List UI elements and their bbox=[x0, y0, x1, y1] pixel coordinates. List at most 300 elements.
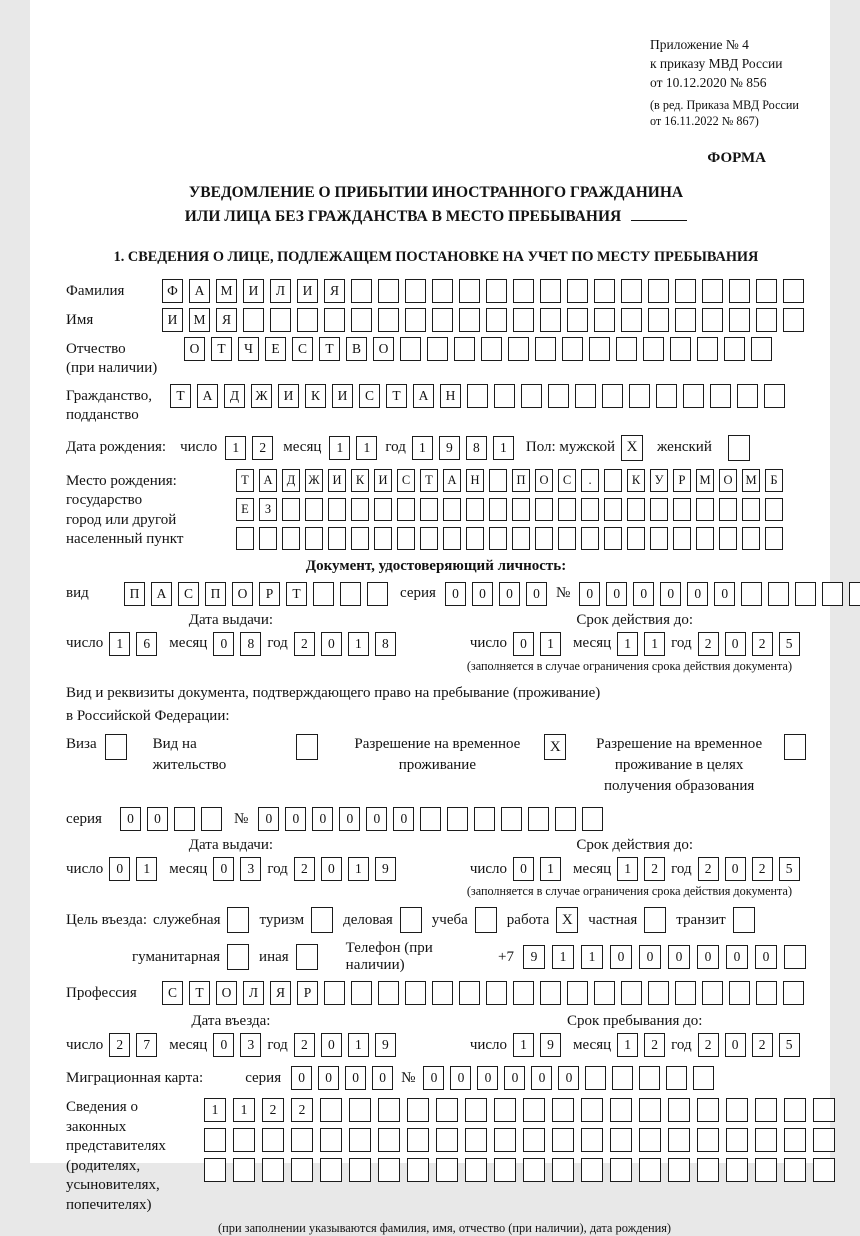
char-cell[interactable]: 0 bbox=[633, 582, 654, 606]
char-cell[interactable] bbox=[673, 527, 691, 550]
purpose-study-checkbox[interactable] bbox=[475, 907, 497, 933]
char-cell[interactable] bbox=[849, 582, 860, 606]
char-cell[interactable]: 0 bbox=[372, 1066, 393, 1090]
char-cell[interactable] bbox=[585, 1066, 606, 1090]
char-cell[interactable]: Ф bbox=[162, 279, 183, 303]
char-cell[interactable] bbox=[639, 1128, 661, 1152]
char-cell[interactable]: А bbox=[151, 582, 172, 606]
char-cell[interactable] bbox=[233, 1158, 255, 1182]
char-cell[interactable] bbox=[459, 981, 480, 1005]
char-cell[interactable]: Л bbox=[243, 981, 264, 1005]
char-cell[interactable]: А bbox=[443, 469, 461, 492]
char-cell[interactable] bbox=[320, 1128, 342, 1152]
char-cell[interactable]: Т bbox=[189, 981, 210, 1005]
char-cell[interactable]: 6 bbox=[136, 632, 157, 656]
char-cell[interactable] bbox=[648, 279, 669, 303]
purpose-tourism-checkbox[interactable] bbox=[311, 907, 333, 933]
char-cell[interactable]: П bbox=[124, 582, 145, 606]
char-cell[interactable] bbox=[466, 498, 484, 521]
char-cell[interactable] bbox=[465, 1098, 487, 1122]
char-cell[interactable] bbox=[552, 1158, 574, 1182]
char-cell[interactable] bbox=[378, 1128, 400, 1152]
char-cell[interactable] bbox=[697, 1098, 719, 1122]
sex-male-checkbox[interactable]: X bbox=[621, 435, 643, 461]
char-cell[interactable]: 1 bbox=[348, 1033, 369, 1057]
purpose-humanitarian-checkbox[interactable] bbox=[227, 944, 249, 970]
char-cell[interactable]: 1 bbox=[540, 632, 561, 656]
char-cell[interactable] bbox=[621, 981, 642, 1005]
char-cell[interactable]: 0 bbox=[526, 582, 547, 606]
char-cell[interactable] bbox=[262, 1128, 284, 1152]
char-cell[interactable] bbox=[784, 1098, 806, 1122]
char-cell[interactable] bbox=[494, 1158, 516, 1182]
char-cell[interactable] bbox=[648, 981, 669, 1005]
char-cell[interactable]: 0 bbox=[366, 807, 387, 831]
char-cell[interactable] bbox=[726, 1098, 748, 1122]
char-cell[interactable] bbox=[313, 582, 334, 606]
char-cell[interactable]: М bbox=[742, 469, 760, 492]
char-cell[interactable] bbox=[610, 1098, 632, 1122]
char-cell[interactable] bbox=[508, 337, 529, 361]
char-cell[interactable] bbox=[675, 308, 696, 332]
char-cell[interactable]: 0 bbox=[725, 1033, 746, 1057]
char-cell[interactable] bbox=[581, 1128, 603, 1152]
char-cell[interactable] bbox=[639, 1158, 661, 1182]
char-cell[interactable]: Т bbox=[386, 384, 407, 408]
char-cell[interactable] bbox=[594, 279, 615, 303]
char-cell[interactable] bbox=[204, 1158, 226, 1182]
char-cell[interactable]: Р bbox=[297, 981, 318, 1005]
char-cell[interactable] bbox=[621, 279, 642, 303]
char-cell[interactable]: 2 bbox=[291, 1098, 313, 1122]
char-cell[interactable] bbox=[233, 1128, 255, 1152]
char-cell[interactable] bbox=[328, 527, 346, 550]
char-cell[interactable]: А bbox=[189, 279, 210, 303]
char-cell[interactable]: 0 bbox=[714, 582, 735, 606]
char-cell[interactable] bbox=[378, 279, 399, 303]
char-cell[interactable] bbox=[535, 337, 556, 361]
char-cell[interactable] bbox=[643, 337, 664, 361]
char-cell[interactable] bbox=[282, 498, 300, 521]
char-cell[interactable] bbox=[548, 384, 569, 408]
char-cell[interactable] bbox=[670, 337, 691, 361]
char-cell[interactable] bbox=[696, 527, 714, 550]
char-cell[interactable]: 1 bbox=[348, 857, 369, 881]
char-cell[interactable] bbox=[481, 337, 502, 361]
char-cell[interactable] bbox=[523, 1098, 545, 1122]
char-cell[interactable] bbox=[697, 337, 718, 361]
temp-residence-education-checkbox[interactable] bbox=[784, 734, 806, 760]
char-cell[interactable] bbox=[420, 498, 438, 521]
char-cell[interactable]: 1 bbox=[513, 1033, 534, 1057]
char-cell[interactable]: Л bbox=[270, 279, 291, 303]
char-cell[interactable] bbox=[755, 1158, 777, 1182]
char-cell[interactable] bbox=[540, 308, 561, 332]
char-cell[interactable]: П bbox=[512, 469, 530, 492]
char-cell[interactable] bbox=[523, 1128, 545, 1152]
char-cell[interactable]: К bbox=[305, 384, 326, 408]
char-cell[interactable] bbox=[719, 498, 737, 521]
char-cell[interactable]: 0 bbox=[450, 1066, 471, 1090]
char-cell[interactable]: 5 bbox=[779, 632, 800, 656]
char-cell[interactable] bbox=[567, 279, 588, 303]
char-cell[interactable]: 0 bbox=[291, 1066, 312, 1090]
char-cell[interactable] bbox=[783, 981, 804, 1005]
char-cell[interactable] bbox=[305, 498, 323, 521]
char-cell[interactable]: 0 bbox=[321, 632, 342, 656]
char-cell[interactable] bbox=[305, 527, 323, 550]
purpose-private-checkbox[interactable] bbox=[644, 907, 666, 933]
char-cell[interactable] bbox=[567, 981, 588, 1005]
char-cell[interactable]: 9 bbox=[523, 945, 545, 969]
char-cell[interactable]: З bbox=[259, 498, 277, 521]
char-cell[interactable] bbox=[610, 1128, 632, 1152]
char-cell[interactable]: 0 bbox=[321, 1033, 342, 1057]
char-cell[interactable]: К bbox=[351, 469, 369, 492]
char-cell[interactable] bbox=[367, 582, 388, 606]
char-cell[interactable]: 0 bbox=[472, 582, 493, 606]
char-cell[interactable]: 0 bbox=[513, 632, 534, 656]
char-cell[interactable]: Я bbox=[216, 308, 237, 332]
char-cell[interactable] bbox=[696, 498, 714, 521]
char-cell[interactable] bbox=[604, 469, 622, 492]
char-cell[interactable] bbox=[697, 1128, 719, 1152]
char-cell[interactable]: 8 bbox=[375, 632, 396, 656]
char-cell[interactable]: 0 bbox=[610, 945, 632, 969]
char-cell[interactable]: 0 bbox=[558, 1066, 579, 1090]
char-cell[interactable] bbox=[726, 1128, 748, 1152]
char-cell[interactable] bbox=[349, 1158, 371, 1182]
char-cell[interactable]: 0 bbox=[755, 945, 777, 969]
char-cell[interactable]: 0 bbox=[606, 582, 627, 606]
char-cell[interactable]: Б bbox=[765, 469, 783, 492]
char-cell[interactable] bbox=[443, 498, 461, 521]
char-cell[interactable] bbox=[351, 981, 372, 1005]
char-cell[interactable]: Р bbox=[673, 469, 691, 492]
char-cell[interactable] bbox=[683, 384, 704, 408]
char-cell[interactable]: 0 bbox=[477, 1066, 498, 1090]
char-cell[interactable]: Я bbox=[270, 981, 291, 1005]
char-cell[interactable] bbox=[528, 807, 549, 831]
char-cell[interactable]: 1 bbox=[581, 945, 603, 969]
char-cell[interactable]: 0 bbox=[725, 632, 746, 656]
residence-permit-checkbox[interactable] bbox=[296, 734, 318, 760]
char-cell[interactable] bbox=[262, 1158, 284, 1182]
char-cell[interactable] bbox=[783, 279, 804, 303]
char-cell[interactable]: 0 bbox=[445, 582, 466, 606]
char-cell[interactable] bbox=[397, 527, 415, 550]
char-cell[interactable]: 8 bbox=[466, 436, 487, 460]
char-cell[interactable] bbox=[582, 807, 603, 831]
char-cell[interactable]: 1 bbox=[348, 632, 369, 656]
char-cell[interactable] bbox=[719, 527, 737, 550]
char-cell[interactable] bbox=[756, 308, 777, 332]
char-cell[interactable]: 5 bbox=[779, 1033, 800, 1057]
char-cell[interactable] bbox=[822, 582, 843, 606]
char-cell[interactable] bbox=[639, 1098, 661, 1122]
char-cell[interactable]: 0 bbox=[697, 945, 719, 969]
visa-checkbox[interactable] bbox=[105, 734, 127, 760]
char-cell[interactable] bbox=[765, 527, 783, 550]
char-cell[interactable]: 2 bbox=[644, 1033, 665, 1057]
char-cell[interactable] bbox=[702, 308, 723, 332]
char-cell[interactable]: Т bbox=[170, 384, 191, 408]
char-cell[interactable] bbox=[378, 308, 399, 332]
char-cell[interactable]: 7 bbox=[136, 1033, 157, 1057]
char-cell[interactable]: 0 bbox=[321, 857, 342, 881]
char-cell[interactable]: 0 bbox=[258, 807, 279, 831]
char-cell[interactable]: 2 bbox=[752, 632, 773, 656]
char-cell[interactable] bbox=[351, 279, 372, 303]
char-cell[interactable]: 8 bbox=[240, 632, 261, 656]
char-cell[interactable]: Н bbox=[466, 469, 484, 492]
char-cell[interactable]: 0 bbox=[660, 582, 681, 606]
char-cell[interactable] bbox=[494, 1128, 516, 1152]
char-cell[interactable]: 1 bbox=[617, 857, 638, 881]
char-cell[interactable] bbox=[405, 279, 426, 303]
char-cell[interactable] bbox=[494, 384, 515, 408]
char-cell[interactable] bbox=[466, 527, 484, 550]
char-cell[interactable] bbox=[575, 384, 596, 408]
temp-residence-checkbox[interactable]: X bbox=[544, 734, 566, 760]
char-cell[interactable] bbox=[432, 981, 453, 1005]
char-cell[interactable]: 0 bbox=[318, 1066, 339, 1090]
char-cell[interactable]: 0 bbox=[312, 807, 333, 831]
char-cell[interactable] bbox=[291, 1128, 313, 1152]
char-cell[interactable] bbox=[756, 279, 777, 303]
char-cell[interactable]: И bbox=[374, 469, 392, 492]
char-cell[interactable]: О bbox=[184, 337, 205, 361]
char-cell[interactable] bbox=[513, 279, 534, 303]
char-cell[interactable] bbox=[710, 384, 731, 408]
char-cell[interactable]: О bbox=[719, 469, 737, 492]
char-cell[interactable] bbox=[407, 1128, 429, 1152]
char-cell[interactable]: У bbox=[650, 469, 668, 492]
char-cell[interactable]: 9 bbox=[439, 436, 460, 460]
char-cell[interactable] bbox=[729, 981, 750, 1005]
char-cell[interactable] bbox=[486, 308, 507, 332]
char-cell[interactable]: 2 bbox=[644, 857, 665, 881]
char-cell[interactable] bbox=[562, 337, 583, 361]
purpose-official-checkbox[interactable] bbox=[227, 907, 249, 933]
char-cell[interactable] bbox=[486, 981, 507, 1005]
char-cell[interactable] bbox=[324, 981, 345, 1005]
char-cell[interactable] bbox=[174, 807, 195, 831]
char-cell[interactable] bbox=[512, 527, 530, 550]
char-cell[interactable] bbox=[436, 1128, 458, 1152]
char-cell[interactable]: 1 bbox=[412, 436, 433, 460]
char-cell[interactable]: 1 bbox=[225, 436, 246, 460]
char-cell[interactable]: Д bbox=[282, 469, 300, 492]
char-cell[interactable]: 0 bbox=[285, 807, 306, 831]
char-cell[interactable]: 0 bbox=[423, 1066, 444, 1090]
char-cell[interactable] bbox=[432, 308, 453, 332]
char-cell[interactable] bbox=[621, 308, 642, 332]
char-cell[interactable] bbox=[784, 1158, 806, 1182]
char-cell[interactable]: 3 bbox=[240, 857, 261, 881]
char-cell[interactable] bbox=[351, 308, 372, 332]
char-cell[interactable] bbox=[616, 337, 637, 361]
char-cell[interactable] bbox=[783, 308, 804, 332]
char-cell[interactable] bbox=[784, 945, 806, 969]
char-cell[interactable] bbox=[604, 498, 622, 521]
char-cell[interactable]: 0 bbox=[393, 807, 414, 831]
char-cell[interactable] bbox=[351, 498, 369, 521]
char-cell[interactable]: 0 bbox=[579, 582, 600, 606]
char-cell[interactable]: 2 bbox=[698, 632, 719, 656]
char-cell[interactable]: 0 bbox=[687, 582, 708, 606]
char-cell[interactable] bbox=[297, 308, 318, 332]
purpose-business-checkbox[interactable] bbox=[400, 907, 422, 933]
char-cell[interactable] bbox=[693, 1066, 714, 1090]
char-cell[interactable] bbox=[474, 807, 495, 831]
char-cell[interactable] bbox=[765, 498, 783, 521]
char-cell[interactable]: М bbox=[189, 308, 210, 332]
char-cell[interactable]: 0 bbox=[109, 857, 130, 881]
char-cell[interactable]: 0 bbox=[147, 807, 168, 831]
char-cell[interactable] bbox=[378, 1098, 400, 1122]
char-cell[interactable]: 1 bbox=[109, 632, 130, 656]
char-cell[interactable] bbox=[627, 498, 645, 521]
char-cell[interactable] bbox=[650, 527, 668, 550]
char-cell[interactable] bbox=[443, 527, 461, 550]
char-cell[interactable]: 0 bbox=[726, 945, 748, 969]
char-cell[interactable] bbox=[795, 582, 816, 606]
char-cell[interactable] bbox=[378, 1158, 400, 1182]
char-cell[interactable] bbox=[768, 582, 789, 606]
char-cell[interactable] bbox=[629, 384, 650, 408]
char-cell[interactable] bbox=[813, 1098, 835, 1122]
char-cell[interactable] bbox=[351, 527, 369, 550]
char-cell[interactable] bbox=[675, 279, 696, 303]
char-cell[interactable] bbox=[512, 498, 530, 521]
char-cell[interactable]: 0 bbox=[531, 1066, 552, 1090]
char-cell[interactable] bbox=[724, 337, 745, 361]
char-cell[interactable]: Ж bbox=[251, 384, 272, 408]
char-cell[interactable] bbox=[558, 498, 576, 521]
purpose-work-checkbox[interactable]: X bbox=[556, 907, 578, 933]
char-cell[interactable] bbox=[612, 1066, 633, 1090]
char-cell[interactable] bbox=[328, 498, 346, 521]
char-cell[interactable] bbox=[349, 1128, 371, 1152]
char-cell[interactable]: 2 bbox=[262, 1098, 284, 1122]
char-cell[interactable]: 1 bbox=[356, 436, 377, 460]
char-cell[interactable]: . bbox=[581, 469, 599, 492]
char-cell[interactable] bbox=[650, 498, 668, 521]
char-cell[interactable] bbox=[291, 1158, 313, 1182]
char-cell[interactable] bbox=[648, 308, 669, 332]
char-cell[interactable]: А bbox=[259, 469, 277, 492]
char-cell[interactable] bbox=[405, 308, 426, 332]
char-cell[interactable] bbox=[702, 279, 723, 303]
char-cell[interactable]: 9 bbox=[540, 1033, 561, 1057]
char-cell[interactable]: М bbox=[216, 279, 237, 303]
char-cell[interactable] bbox=[349, 1098, 371, 1122]
char-cell[interactable]: С bbox=[162, 981, 183, 1005]
char-cell[interactable] bbox=[666, 1066, 687, 1090]
char-cell[interactable]: 1 bbox=[644, 632, 665, 656]
char-cell[interactable] bbox=[656, 384, 677, 408]
sex-female-checkbox[interactable] bbox=[728, 435, 750, 461]
char-cell[interactable] bbox=[420, 527, 438, 550]
char-cell[interactable]: 0 bbox=[668, 945, 690, 969]
char-cell[interactable]: О bbox=[232, 582, 253, 606]
char-cell[interactable] bbox=[673, 498, 691, 521]
char-cell[interactable] bbox=[581, 527, 599, 550]
char-cell[interactable] bbox=[756, 981, 777, 1005]
char-cell[interactable] bbox=[552, 1128, 574, 1152]
char-cell[interactable]: А bbox=[413, 384, 434, 408]
char-cell[interactable]: Н bbox=[440, 384, 461, 408]
char-cell[interactable] bbox=[324, 308, 345, 332]
char-cell[interactable]: Р bbox=[259, 582, 280, 606]
char-cell[interactable] bbox=[459, 308, 480, 332]
char-cell[interactable]: 2 bbox=[698, 1033, 719, 1057]
char-cell[interactable]: Ч bbox=[238, 337, 259, 361]
char-cell[interactable] bbox=[726, 1158, 748, 1182]
char-cell[interactable] bbox=[489, 469, 507, 492]
char-cell[interactable] bbox=[465, 1128, 487, 1152]
char-cell[interactable] bbox=[513, 981, 534, 1005]
char-cell[interactable]: 1 bbox=[540, 857, 561, 881]
char-cell[interactable] bbox=[535, 527, 553, 550]
char-cell[interactable]: В bbox=[346, 337, 367, 361]
char-cell[interactable]: Т bbox=[319, 337, 340, 361]
char-cell[interactable] bbox=[521, 384, 542, 408]
char-cell[interactable] bbox=[751, 337, 772, 361]
char-cell[interactable]: О bbox=[216, 981, 237, 1005]
char-cell[interactable]: И bbox=[297, 279, 318, 303]
char-cell[interactable] bbox=[737, 384, 758, 408]
char-cell[interactable] bbox=[489, 498, 507, 521]
char-cell[interactable] bbox=[668, 1098, 690, 1122]
char-cell[interactable]: 0 bbox=[213, 857, 234, 881]
char-cell[interactable] bbox=[668, 1128, 690, 1152]
char-cell[interactable]: 0 bbox=[345, 1066, 366, 1090]
char-cell[interactable]: 2 bbox=[109, 1033, 130, 1057]
char-cell[interactable]: 0 bbox=[639, 945, 661, 969]
char-cell[interactable] bbox=[627, 527, 645, 550]
char-cell[interactable] bbox=[467, 384, 488, 408]
char-cell[interactable] bbox=[558, 527, 576, 550]
char-cell[interactable]: 2 bbox=[294, 632, 315, 656]
char-cell[interactable] bbox=[610, 1158, 632, 1182]
char-cell[interactable] bbox=[813, 1158, 835, 1182]
char-cell[interactable] bbox=[201, 807, 222, 831]
char-cell[interactable] bbox=[755, 1098, 777, 1122]
char-cell[interactable] bbox=[764, 384, 785, 408]
char-cell[interactable]: 0 bbox=[213, 632, 234, 656]
char-cell[interactable] bbox=[729, 308, 750, 332]
char-cell[interactable]: 0 bbox=[339, 807, 360, 831]
char-cell[interactable] bbox=[270, 308, 291, 332]
char-cell[interactable] bbox=[755, 1128, 777, 1152]
char-cell[interactable] bbox=[454, 337, 475, 361]
char-cell[interactable] bbox=[540, 279, 561, 303]
char-cell[interactable] bbox=[486, 279, 507, 303]
char-cell[interactable] bbox=[243, 308, 264, 332]
char-cell[interactable]: Д bbox=[224, 384, 245, 408]
char-cell[interactable]: Т bbox=[420, 469, 438, 492]
char-cell[interactable] bbox=[513, 308, 534, 332]
char-cell[interactable]: С bbox=[558, 469, 576, 492]
char-cell[interactable]: И bbox=[243, 279, 264, 303]
char-cell[interactable] bbox=[741, 582, 762, 606]
char-cell[interactable] bbox=[675, 981, 696, 1005]
char-cell[interactable] bbox=[436, 1098, 458, 1122]
char-cell[interactable]: Е bbox=[236, 498, 254, 521]
char-cell[interactable] bbox=[697, 1158, 719, 1182]
